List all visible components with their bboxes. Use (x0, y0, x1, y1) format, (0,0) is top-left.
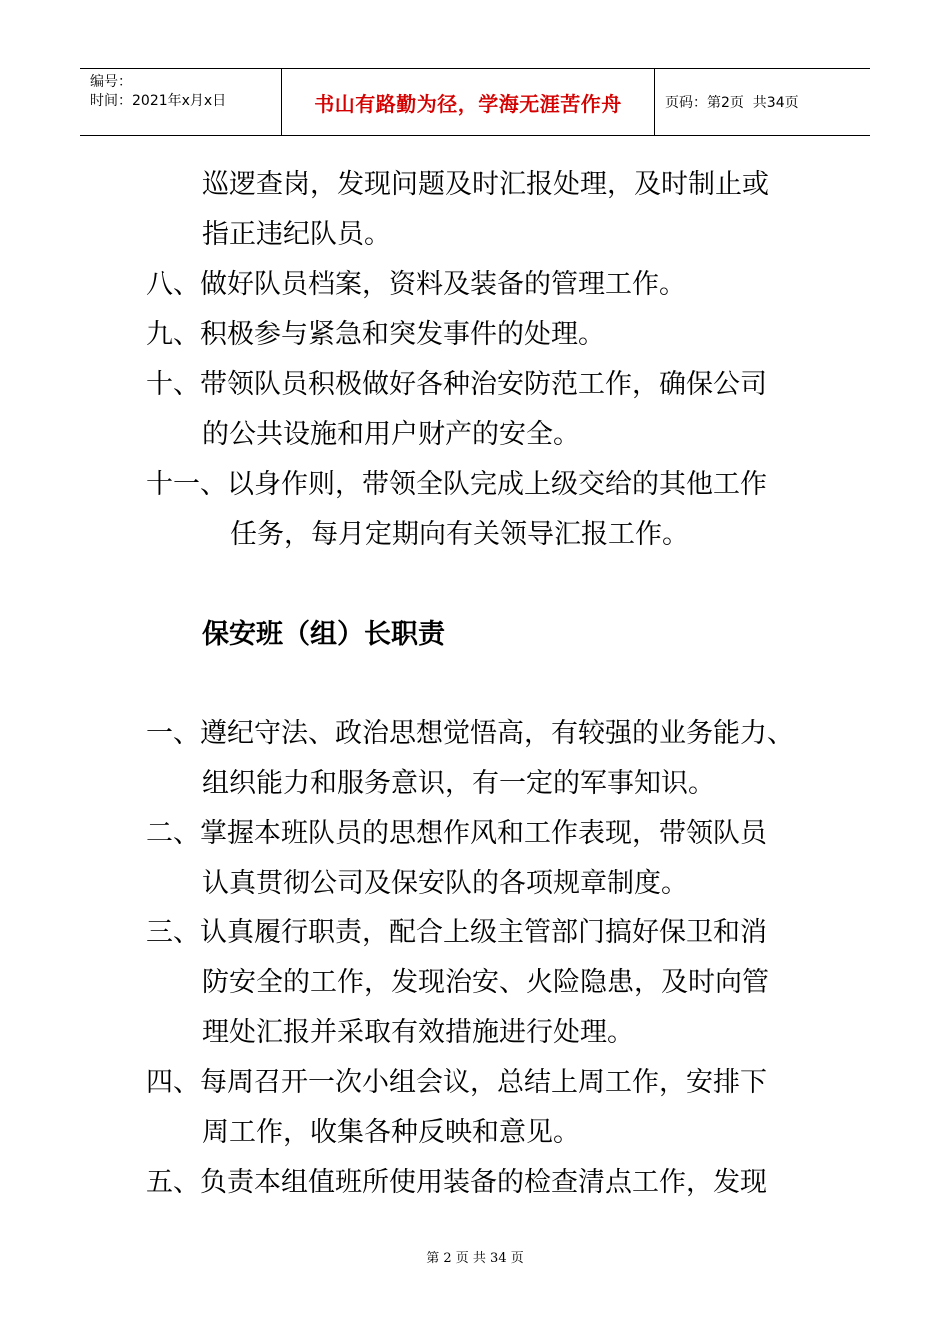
body-line: 巡逻查岗，发现问题及时汇报处理，及时制止或 (202, 169, 769, 200)
page-footer: 第 2 页 共 34 页 (426, 1251, 524, 1266)
header-motto: 书山有路勤为径，学海无涯苦作舟 (282, 69, 655, 135)
header-meta (80, 69, 282, 135)
body-line: 九、积极参与紧急和突发事件的处理。 (146, 319, 605, 350)
section-line: 五、负责本组值班所使用装备的检查清点工作，发现 (146, 1167, 767, 1198)
document-header (80, 68, 870, 136)
section-line: 一、遵纪守法、政治思想觉悟高，有较强的业务能力、 (146, 718, 794, 749)
section-line: 四、每周召开一次小组会议，总结上周工作，安排下 (146, 1067, 767, 1098)
section-line: 认真贯彻公司及保安队的各项规章制度。 (202, 868, 688, 899)
section-line: 防安全的工作，发现治安、火险隐患，及时向管 (202, 967, 769, 998)
body-line: 任务，每月定期向有关领导汇报工作。 (230, 519, 689, 550)
body-line: 的公共设施和用户财产的安全。 (202, 419, 580, 450)
section-title: 保安班（组）长职责 (202, 619, 445, 650)
time-label: 时间：2021年x月x日 (90, 93, 227, 109)
body-line: 十、带领队员积极做好各种治安防范工作，确保公司 (146, 369, 767, 400)
section-line: 理处汇报并采取有效措施进行处理。 (202, 1017, 634, 1048)
code-label: 编号： (90, 74, 132, 90)
section-line: 三、认真履行职责，配合上级主管部门搞好保卫和消 (146, 917, 767, 948)
section-line: 周工作，收集各种反映和意见。 (202, 1117, 580, 1148)
section-line: 二、掌握本班队员的思想作风和工作表现，带领队员 (146, 818, 767, 849)
body-line: 十一、以身作则，带领全队完成上级交给的其他工作 (146, 469, 767, 500)
header-page-info: 页码：第2页 共34页 (665, 95, 799, 111)
section-line: 组织能力和服务意识，有一定的军事知识。 (202, 768, 715, 799)
body-line: 指正违纪队员。 (202, 219, 391, 250)
body-line: 八、做好队员档案，资料及装备的管理工作。 (146, 269, 686, 300)
